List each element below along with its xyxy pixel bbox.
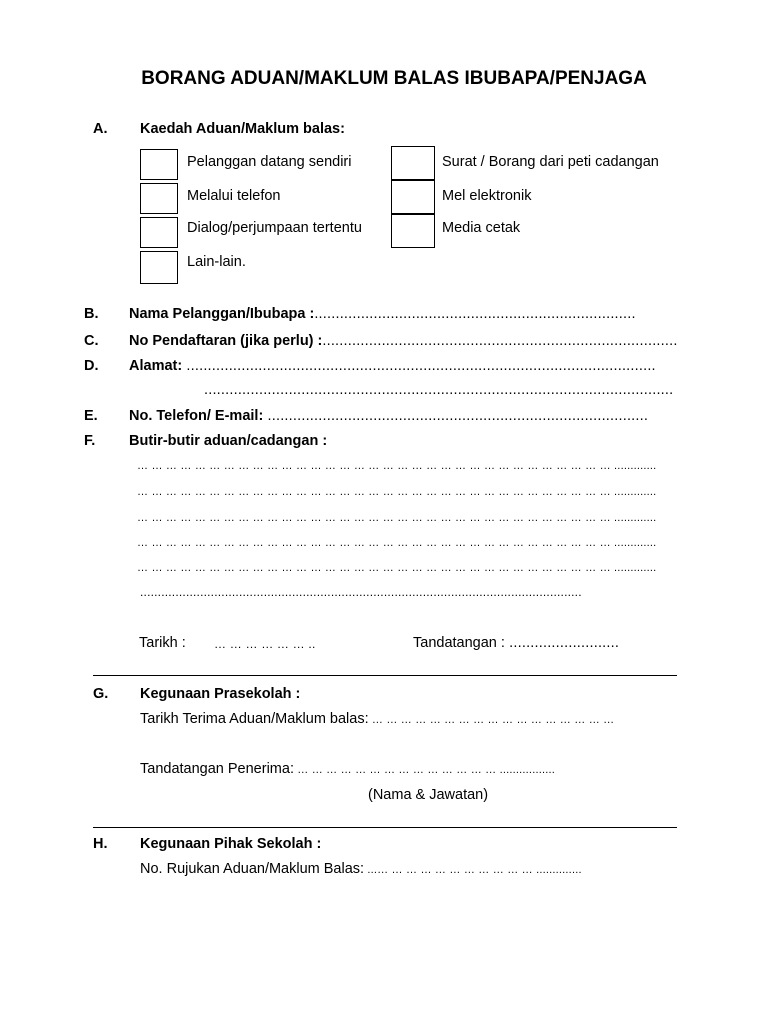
field-telefon-email-label: No. Telefon/ E-mail:: [129, 408, 264, 424]
field-alamat-label: Alamat:: [129, 358, 183, 374]
checkbox-lain-lain[interactable]: [140, 251, 178, 284]
field-e-letter: E.: [84, 408, 98, 424]
form-title: BORANG ADUAN/MAKLUM BALAS IBUBAPA/PENJAGA: [141, 68, 647, 89]
complaint-line[interactable]: … … … … … … … … … … … … … … … … … … … … … … … … … … … … … … … … … .............: [137, 486, 657, 498]
received-date-dots: … … … … … … … … … … … … … … … … …: [368, 714, 615, 726]
checkbox-dialog-perjumpaan[interactable]: [140, 217, 178, 248]
complaint-line[interactable]: … … … … … … … … … … … … … … … … … … … … … … … … … … … … … … … … … .............: [137, 562, 657, 574]
option-melalui-telefon: Melalui telefon: [187, 188, 281, 204]
field-nama-pelanggan[interactable]: [129, 306, 636, 322]
option-surat-borang: Surat / Borang dari peti cadangan: [442, 154, 659, 170]
received-date-field[interactable]: [140, 711, 614, 727]
signature-label: Tandatangan :: [413, 635, 505, 651]
complaint-line[interactable]: … … … … … … … … … … … … … … … … … … … … … … … … … … … … … … … … … .............: [137, 460, 657, 472]
option-media-cetak: Media cetak: [442, 220, 521, 236]
field-d-letter: D.: [84, 358, 99, 374]
checkbox-media-cetak[interactable]: [391, 214, 435, 248]
option-pelanggan-datang-sendiri: Pelanggan datang sendiri: [187, 154, 352, 170]
option-lain-lain: Lain-lain.: [187, 254, 246, 270]
receiver-signature-field[interactable]: [140, 761, 555, 777]
checkbox-surat-borang[interactable]: [391, 146, 435, 180]
name-position-note: (Nama & Jawatan): [368, 787, 489, 803]
section-h-heading: Kegunaan Pihak Sekolah :: [140, 836, 322, 852]
field-butir-aduan-label: Butir-butir aduan/cadangan :: [129, 433, 328, 449]
field-no-pendaftaran-label: No Pendaftaran (jika perlu) :: [129, 333, 323, 349]
receiver-signature-label: Tandatangan Penerima:: [140, 761, 294, 777]
field-no-pendaftaran-dots: ....................................................................................: [322, 333, 678, 349]
option-dialog-perjumpaan: Dialog/perjumpaan tertentu: [187, 220, 362, 236]
divider-2: [93, 827, 677, 828]
checkbox-melalui-telefon[interactable]: [140, 183, 178, 214]
section-g-letter: G.: [93, 686, 109, 702]
section-a-letter: A.: [93, 121, 108, 137]
reference-number-label: No. Rujukan Aduan/Maklum Balas:: [140, 861, 365, 877]
field-telefon-email-dots: ..........................................................................................: [263, 408, 649, 424]
receiver-signature-dots: … … … … … … … … … … … … … … .................: [293, 764, 555, 776]
field-nama-pelanggan-label: Nama Pelanggan/Ibubapa :: [129, 306, 315, 322]
reference-number-field[interactable]: [140, 861, 582, 877]
section-a-heading: Kaedah Aduan/Maklum balas:: [140, 121, 345, 137]
complaint-line[interactable]: … … … … … … … … … … … … … … … … … … … … … … … … … … … … … … … … … .............: [137, 512, 657, 524]
complaint-line[interactable]: … … … … … … … … … … … … … … … … … … … … … … … … … … … … … … … … … .............: [137, 537, 657, 549]
section-g-heading: Kegunaan Prasekolah :: [140, 686, 301, 702]
field-b-letter: B.: [84, 306, 99, 322]
signature-field[interactable]: [413, 635, 619, 651]
complaint-line[interactable]: .............................................................................................................................: [140, 585, 582, 599]
option-mel-elektronik: Mel elektronik: [442, 188, 532, 204]
field-c-letter: C.: [84, 333, 99, 349]
divider-1: [93, 675, 677, 676]
signature-dots: ..........................: [504, 635, 620, 651]
field-f-letter: F.: [84, 433, 96, 449]
field-telefon-email[interactable]: [129, 408, 648, 424]
field-no-pendaftaran[interactable]: [129, 333, 678, 349]
section-h-letter: H.: [93, 836, 108, 852]
checkbox-mel-elektronik[interactable]: [391, 180, 435, 214]
date-label: Tarikh :: [139, 635, 186, 651]
field-alamat-dots: ...............................................................................................................: [182, 358, 656, 374]
reference-number-dots: ...… … … … … … … … … … … ..............: [364, 864, 582, 876]
field-nama-pelanggan-dots: ............................................................................: [314, 306, 636, 322]
date-field[interactable]: … … … … … … ..: [214, 637, 316, 651]
field-alamat-line-2[interactable]: ...............................................................................................................: [204, 382, 674, 398]
received-date-label: Tarikh Terima Aduan/Maklum balas:: [140, 711, 369, 727]
checkbox-pelanggan-datang-sendiri[interactable]: [140, 149, 178, 180]
field-alamat[interactable]: [129, 358, 656, 374]
